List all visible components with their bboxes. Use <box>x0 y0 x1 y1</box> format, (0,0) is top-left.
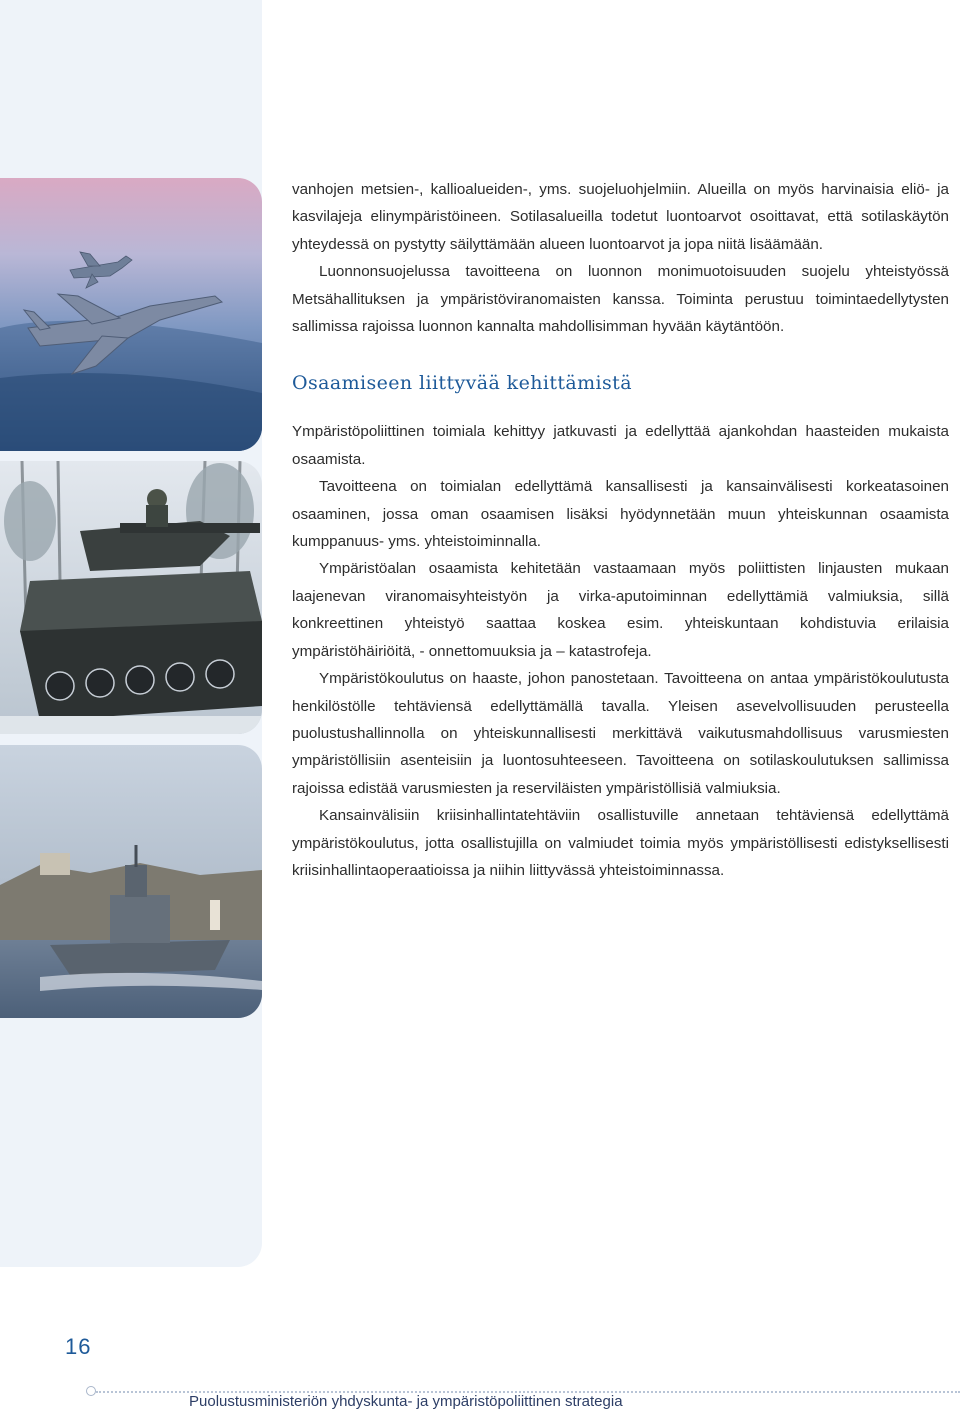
main-content <box>292 176 949 884</box>
body-paragraph: vanhojen metsien-, kallioalueiden-, yms. suojeluohjelmiin. Alueilla on myös harvinaisia eliö- ja kasvilajeja elinympäristöineen. Sotilasalueilla todetut luontoarvot osoittavat, että sotilaskäytön yhteydessä on pystytty säilyttämään alueen luontoarvot ja jopa niitä lisäämään. <box>292 181 949 253</box>
body-paragraph: Ympäristökoulutus on haaste, johon panostetaan. Tavoitteena on antaa ympäristökoulutusta henkilöstölle tehtäviensä edellyttämällä tavalla. Yleisen asevelvollisuuden perusteella puolustushallinnolla on yhteiskunnallisesti merkittävä vaikutusmahdollisuus varusmiesten ympäristöllisiin asenteisiin ja luontosuhteeseen. Tavoitteena on sotilaskoulutuksen sallimissa rajoissa edistää varusmiesten ja reserviläisten ympäristöllisiä valmiuksia. <box>292 670 949 797</box>
page-number: 16 <box>65 1334 92 1359</box>
body-paragraph: Ympäristöalan osaamista kehitetään vastaamaan myös poliittisten linjausten mukaan laajenevan viranomaisyhteistyön ja virka-aputoiminnan edellyttämiä valmiuksia, sillä konkreettinen yhteistyö saattaa koskea esim. yhteiskuntaan kohdistuvia erilaisia ympäristöhäiriöitä, - onnettomuuksia ja – katastrofeja. <box>292 560 949 660</box>
body-paragraph: Tavoitteena on toimialan edellyttämä kansallisesti ja kansainvälisesti korkeatasoinen osaaminen, jossa oman osaamisen lisäksi hyödynnetään muun yhteiskunnan osaamista kumppanuus- yms. yhteistoiminnalla. <box>292 478 949 551</box>
body-paragraph: Kansainvälisiin kriisinhallintatehtäviin osallistuville annetaan tehtäviensä edellyttämä ympäristökoulutus, jotta osallistujilla on valmiudet toimia myös ympäristöllisesti edistyksellisesti kriisinhallintaoperaatioissa ja niihin liittyvässä yhteistoiminnassa. <box>292 807 949 879</box>
tank-photo <box>0 461 262 734</box>
footer-rule-dot <box>86 1386 96 1396</box>
section-heading: Osaamiseen liittyvää kehittämistä <box>292 372 632 395</box>
fighter-jets-photo <box>0 178 262 451</box>
body-paragraph: Ympäristöpoliittinen toimiala kehittyy jatkuvasti ja edellyttää ajankohdan haasteiden mukaista osaamista. <box>292 423 949 468</box>
body-paragraph: Luonnonsuojelussa tavoitteena on luonnon monimuotoisuuden suojelu yhteistyössä Metsähallituksen ja ympäristöviranomaisten kanssa. Toiminta perustuu toimintaedellytysten sallimissa rajoissa luonnon kannalta mahdollisimman hyvään käytäntöön. <box>292 263 949 336</box>
patrol-boat-photo <box>0 745 262 1018</box>
footer-title: Puolustusministeriön yhdyskunta- ja ympäristöpoliittinen strategia <box>189 1393 623 1410</box>
